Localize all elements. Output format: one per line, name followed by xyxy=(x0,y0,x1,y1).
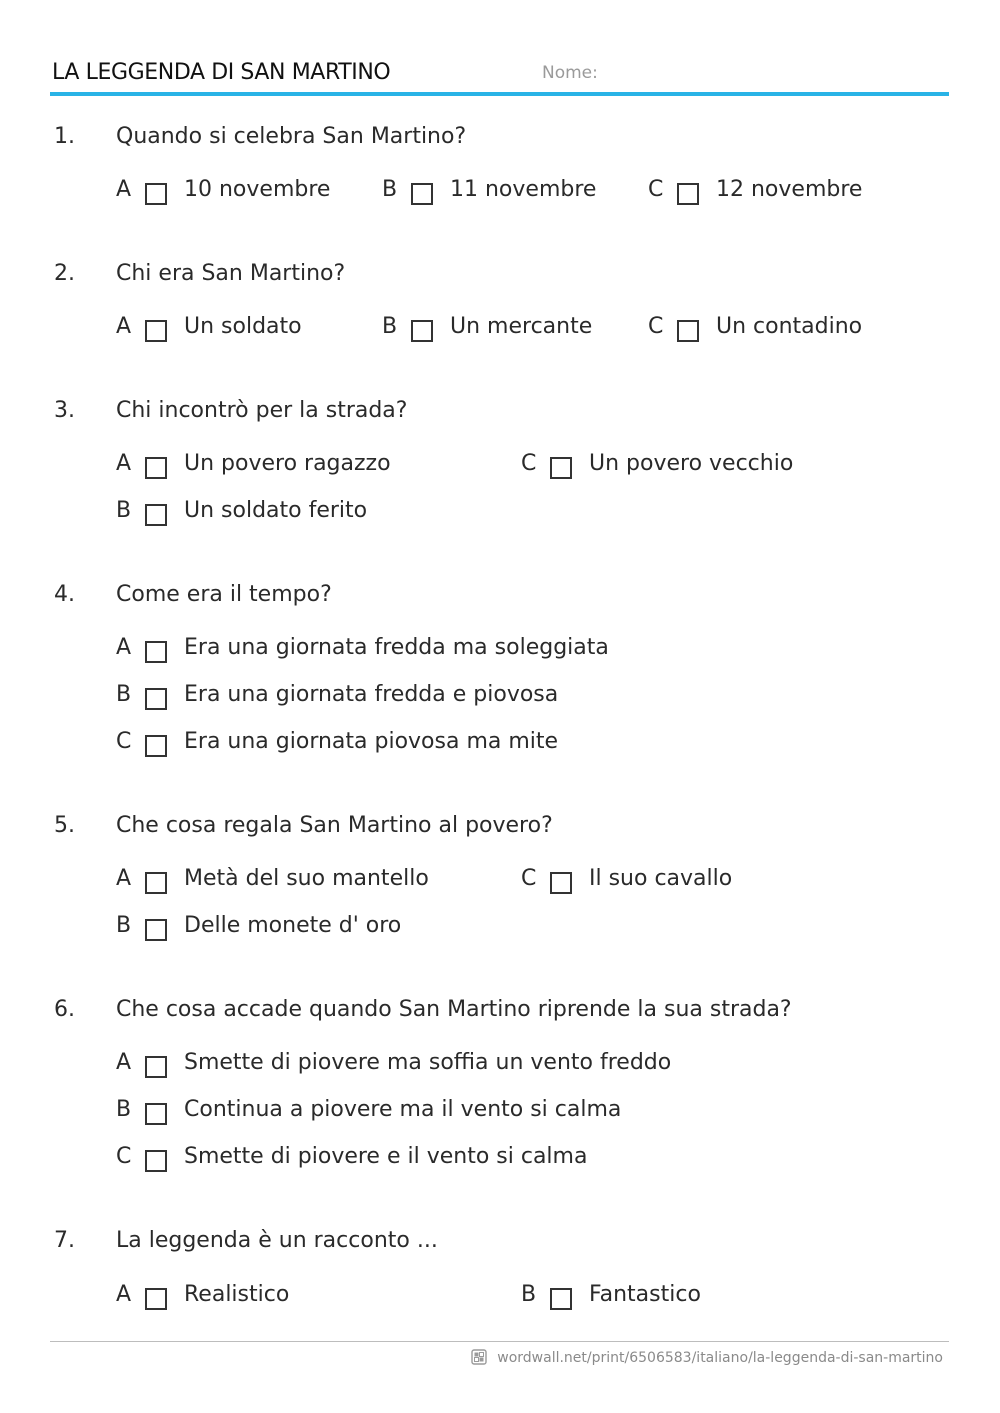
checkbox[interactable] xyxy=(145,457,167,479)
question-text: Che cosa regala San Martino al povero? xyxy=(116,813,553,838)
checkbox[interactable] xyxy=(145,872,167,894)
option-text: Delle monete d' oro xyxy=(184,913,402,938)
footer-url[interactable]: wordwall.net/print/6506583/italiano/la-leggenda-di-san-martino xyxy=(497,1350,943,1366)
question-number: 7. xyxy=(54,1228,75,1253)
question-number: 2. xyxy=(54,261,75,286)
option-letter: B xyxy=(521,1282,537,1307)
option-letter: A xyxy=(116,1282,132,1307)
option-letter: B xyxy=(116,1097,132,1122)
option-text: 12 novembre xyxy=(716,177,863,202)
checkbox[interactable] xyxy=(677,183,699,205)
checkbox[interactable] xyxy=(145,320,167,342)
option-letter: A xyxy=(116,451,132,476)
option-text: Un povero ragazzo xyxy=(184,451,391,476)
question-number: 1. xyxy=(54,124,75,149)
footer xyxy=(471,1349,943,1369)
checkbox[interactable] xyxy=(677,320,699,342)
page-title: LA LEGGENDA DI SAN MARTINO xyxy=(52,60,391,85)
checkbox[interactable] xyxy=(550,1288,572,1310)
name-label: Nome: xyxy=(542,63,598,83)
option-letter: B xyxy=(382,177,398,202)
option-letter: B xyxy=(116,682,132,707)
option-text: Il suo cavallo xyxy=(589,866,733,891)
question-text: Che cosa accade quando San Martino riprende la sua strada? xyxy=(116,997,792,1022)
option-text: Realistico xyxy=(184,1282,290,1307)
option-text: 11 novembre xyxy=(450,177,597,202)
checkbox[interactable] xyxy=(145,735,167,757)
checkbox[interactable] xyxy=(145,919,167,941)
question-number: 3. xyxy=(54,398,75,423)
worksheet-header xyxy=(50,58,949,96)
option-text: 10 novembre xyxy=(184,177,331,202)
question-text: Quando si celebra San Martino? xyxy=(116,124,467,149)
checkbox[interactable] xyxy=(145,641,167,663)
question-number: 5. xyxy=(54,813,75,838)
checkbox[interactable] xyxy=(550,872,572,894)
option-text: Un soldato ferito xyxy=(184,498,368,523)
wordwall-logo-icon xyxy=(471,1349,487,1369)
option-letter: A xyxy=(116,866,132,891)
checkbox[interactable] xyxy=(145,1288,167,1310)
option-letter: C xyxy=(521,451,537,476)
option-letter: C xyxy=(521,866,537,891)
option-letter: A xyxy=(116,1050,132,1075)
option-text: Smette di piovere ma soffia un vento freddo xyxy=(184,1050,672,1075)
option-text: Un contadino xyxy=(716,314,863,339)
checkbox[interactable] xyxy=(145,1103,167,1125)
option-text: Era una giornata fredda e piovosa xyxy=(184,682,559,707)
option-text: Un povero vecchio xyxy=(589,451,794,476)
checkbox[interactable] xyxy=(145,688,167,710)
option-letter: C xyxy=(648,314,664,339)
option-text: Era una giornata piovosa ma mite xyxy=(184,729,559,754)
footer-divider xyxy=(50,1341,949,1342)
question-text: Come era il tempo? xyxy=(116,582,332,607)
question-number: 6. xyxy=(54,997,75,1022)
option-text: Smette di piovere e il vento si calma xyxy=(184,1144,588,1169)
option-text: Metà del suo mantello xyxy=(184,866,429,891)
checkbox[interactable] xyxy=(145,1056,167,1078)
checkbox[interactable] xyxy=(145,1150,167,1172)
question-number: 4. xyxy=(54,582,75,607)
option-letter: A xyxy=(116,635,132,660)
option-text: Era una giornata fredda ma soleggiata xyxy=(184,635,609,660)
option-letter: C xyxy=(116,729,132,754)
question-text: Chi era San Martino? xyxy=(116,261,346,286)
question-text: La leggenda è un racconto ... xyxy=(116,1228,438,1253)
option-letter: C xyxy=(648,177,664,202)
option-letter: B xyxy=(116,913,132,938)
checkbox[interactable] xyxy=(145,504,167,526)
checkbox[interactable] xyxy=(550,457,572,479)
checkbox[interactable] xyxy=(411,183,433,205)
question-text: Chi incontrò per la strada? xyxy=(116,398,408,423)
option-text: Continua a piovere ma il vento si calma xyxy=(184,1097,622,1122)
option-letter: B xyxy=(116,498,132,523)
option-text: Un mercante xyxy=(450,314,593,339)
option-text: Fantastico xyxy=(589,1282,701,1307)
checkbox[interactable] xyxy=(411,320,433,342)
option-letter: B xyxy=(382,314,398,339)
option-text: Un soldato xyxy=(184,314,302,339)
option-letter: A xyxy=(116,314,132,339)
checkbox[interactable] xyxy=(145,183,167,205)
option-letter: A xyxy=(116,177,132,202)
option-letter: C xyxy=(116,1144,132,1169)
